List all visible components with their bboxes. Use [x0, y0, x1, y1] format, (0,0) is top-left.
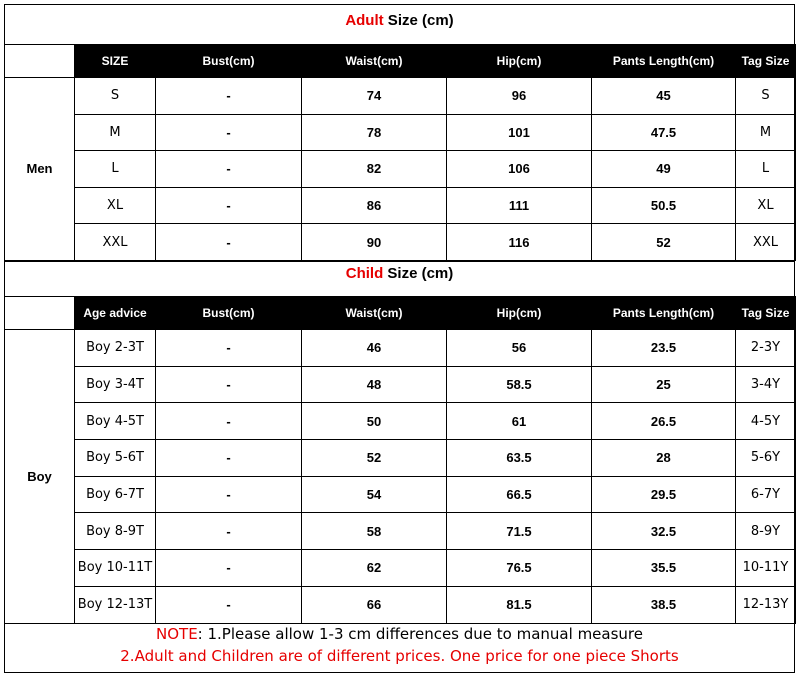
tag-size-cell: M	[736, 114, 796, 151]
child-header-hip: Hip(cm)	[447, 297, 592, 330]
waist-cell: 62	[302, 550, 447, 587]
size-cell: Boy 12-13T	[75, 586, 156, 623]
table-row	[5, 224, 796, 261]
bust-cell: -	[156, 586, 302, 623]
pants-length-cell: 29.5	[592, 476, 736, 513]
note-line-1	[5, 623, 794, 645]
bust-cell: -	[156, 78, 302, 115]
adult-header-hip: Hip(cm)	[447, 45, 592, 78]
men-group-label: Men	[5, 78, 75, 261]
size-cell: Boy 10-11T	[75, 550, 156, 587]
bust-cell: -	[156, 330, 302, 367]
pants-length-cell: 35.5	[592, 550, 736, 587]
hip-cell: 96	[447, 78, 592, 115]
table-row	[5, 114, 796, 151]
hip-cell: 81.5	[447, 586, 592, 623]
child-size-title	[5, 265, 794, 282]
note-label: NOTE	[156, 625, 198, 643]
bust-cell: -	[156, 476, 302, 513]
hip-cell: 56	[447, 330, 592, 367]
tag-size-cell: 3-4Y	[736, 366, 796, 403]
size-cell: Boy 2-3T	[75, 330, 156, 367]
pants-length-cell: 49	[592, 151, 736, 188]
adult-title-highlight: Adult	[345, 12, 384, 29]
adult-header-waist: Waist(cm)	[302, 45, 447, 78]
waist-cell: 78	[302, 114, 447, 151]
pants-length-cell: 26.5	[592, 403, 736, 440]
waist-cell: 48	[302, 366, 447, 403]
child-header-tag-size: Tag Size	[736, 297, 796, 330]
tag-size-cell: XXL	[736, 224, 796, 261]
tag-size-cell: 5-6Y	[736, 440, 796, 477]
tag-size-cell: 8-9Y	[736, 513, 796, 550]
table-row	[5, 550, 796, 587]
size-cell: Boy 3-4T	[75, 366, 156, 403]
adult-size-table	[4, 44, 796, 261]
size-cell: Boy 8-9T	[75, 513, 156, 550]
pants-length-cell: 47.5	[592, 114, 736, 151]
bust-cell: -	[156, 440, 302, 477]
waist-cell: 46	[302, 330, 447, 367]
adult-header-size: SIZE	[75, 45, 156, 78]
bust-cell: -	[156, 513, 302, 550]
bust-cell: -	[156, 403, 302, 440]
bust-cell: -	[156, 550, 302, 587]
adult-header-tag-size: Tag Size	[736, 45, 796, 78]
tag-size-cell: XL	[736, 187, 796, 224]
pants-length-cell: 52	[592, 224, 736, 261]
adult-title-rest: Size (cm)	[383, 12, 454, 29]
waist-cell: 90	[302, 224, 447, 261]
size-cell: Boy 6-7T	[75, 476, 156, 513]
table-row	[5, 586, 796, 623]
adult-header-bust: Bust(cm)	[156, 45, 302, 78]
note-block	[5, 623, 794, 667]
pants-length-cell: 50.5	[592, 187, 736, 224]
waist-cell: 58	[302, 513, 447, 550]
table-row	[5, 513, 796, 550]
tag-size-cell: L	[736, 151, 796, 188]
bust-cell: -	[156, 187, 302, 224]
hip-cell: 101	[447, 114, 592, 151]
boy-group-label: Boy	[5, 330, 75, 624]
child-header-age-advice: Age advice	[75, 297, 156, 330]
adult-header-blank	[5, 45, 75, 78]
waist-cell: 66	[302, 586, 447, 623]
hip-cell: 61	[447, 403, 592, 440]
hip-cell: 66.5	[447, 476, 592, 513]
table-row	[5, 78, 796, 115]
table-row	[5, 151, 796, 188]
tag-size-cell: 10-11Y	[736, 550, 796, 587]
pants-length-cell: 32.5	[592, 513, 736, 550]
waist-cell: 82	[302, 151, 447, 188]
child-header-row	[5, 297, 796, 330]
child-title-highlight: Child	[345, 265, 384, 282]
tag-size-cell: 6-7Y	[736, 476, 796, 513]
table-row	[5, 440, 796, 477]
tag-size-cell: S	[736, 78, 796, 115]
tag-size-cell: 2-3Y	[736, 330, 796, 367]
bust-cell: -	[156, 151, 302, 188]
pants-length-cell: 23.5	[592, 330, 736, 367]
child-size-table	[4, 296, 796, 624]
pants-length-cell: 28	[592, 440, 736, 477]
table-row	[5, 476, 796, 513]
size-cell: S	[75, 78, 156, 115]
size-cell: Boy 5-6T	[75, 440, 156, 477]
waist-cell: 52	[302, 440, 447, 477]
pants-length-cell: 25	[592, 366, 736, 403]
hip-cell: 58.5	[447, 366, 592, 403]
note-text-1: : 1.Please allow 1-3 cm differences due to manual measure	[197, 625, 643, 643]
hip-cell: 76.5	[447, 550, 592, 587]
adult-header-row	[5, 45, 796, 78]
size-cell: Boy 4-5T	[75, 403, 156, 440]
waist-cell: 54	[302, 476, 447, 513]
child-title-top-divider	[4, 261, 795, 262]
table-row	[5, 366, 796, 403]
hip-cell: 63.5	[447, 440, 592, 477]
adult-size-title	[5, 12, 794, 29]
size-cell: XXL	[75, 224, 156, 261]
child-header-pants-length: Pants Length(cm)	[592, 297, 736, 330]
waist-cell: 86	[302, 187, 447, 224]
bust-cell: -	[156, 224, 302, 261]
bust-cell: -	[156, 114, 302, 151]
size-cell: M	[75, 114, 156, 151]
size-cell: L	[75, 151, 156, 188]
adult-header-pants-length: Pants Length(cm)	[592, 45, 736, 78]
pants-length-cell: 38.5	[592, 586, 736, 623]
tag-size-cell: 12-13Y	[736, 586, 796, 623]
child-header-bust: Bust(cm)	[156, 297, 302, 330]
tag-size-cell: 4-5Y	[736, 403, 796, 440]
waist-cell: 74	[302, 78, 447, 115]
pants-length-cell: 45	[592, 78, 736, 115]
hip-cell: 116	[447, 224, 592, 261]
waist-cell: 50	[302, 403, 447, 440]
table-row	[5, 330, 796, 367]
bust-cell: -	[156, 366, 302, 403]
note-line-2: 2.Adult and Children are of different prices. One price for one piece Shorts	[120, 647, 679, 665]
child-header-waist: Waist(cm)	[302, 297, 447, 330]
table-row	[5, 187, 796, 224]
hip-cell: 111	[447, 187, 592, 224]
hip-cell: 106	[447, 151, 592, 188]
table-row	[5, 403, 796, 440]
child-title-rest: Size (cm)	[383, 265, 454, 282]
child-header-blank	[5, 297, 75, 330]
size-cell: XL	[75, 187, 156, 224]
hip-cell: 71.5	[447, 513, 592, 550]
